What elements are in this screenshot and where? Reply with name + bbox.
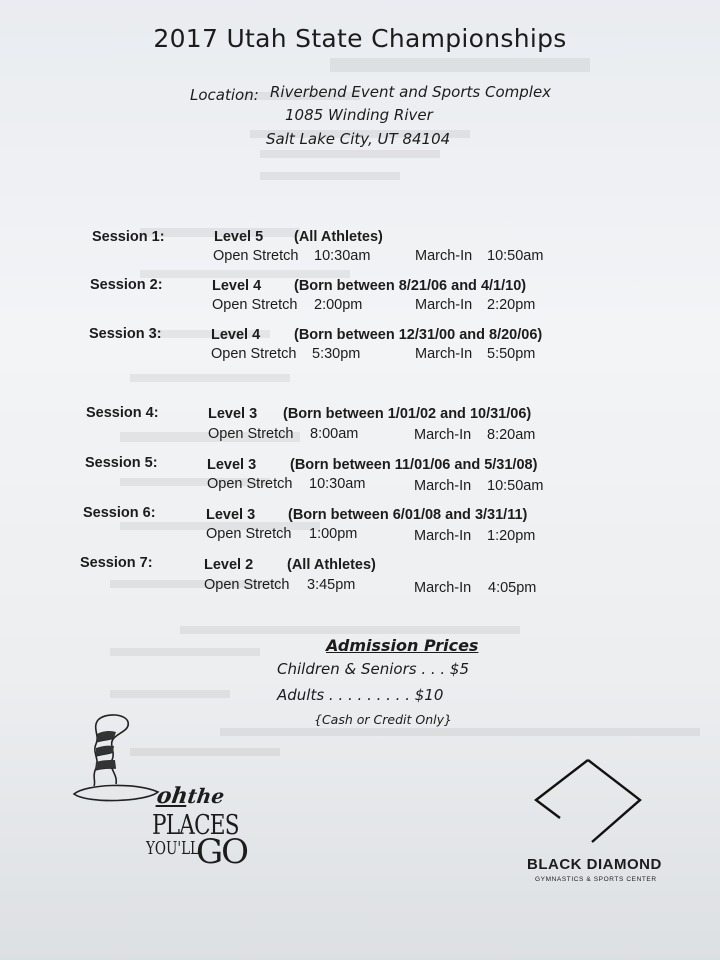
march-in-time: 4:05pm <box>488 580 537 596</box>
session-label: Session 7: <box>80 555 153 571</box>
logo-word-places: PLACES <box>152 810 239 841</box>
session-level: Level 2 <box>204 557 254 573</box>
march-in-label: March-In <box>415 297 473 313</box>
striped-hat-icon <box>66 712 166 812</box>
session-note: (All Athletes) <box>287 557 376 573</box>
open-stretch-time: 10:30am <box>309 476 366 492</box>
black-diamond-subtitle: GYMNASTICS & SPORTS CENTER <box>535 876 657 883</box>
open-stretch-label: Open Stretch <box>208 426 294 442</box>
location-venue: Riverbend Event and Sports Complex <box>270 83 552 101</box>
open-stretch-time: 3:45pm <box>307 577 356 593</box>
black-diamond-icon <box>532 756 644 850</box>
admission-title: Admission Prices <box>326 636 479 655</box>
session-note: (Born between 1/01/02 and 10/31/06) <box>283 406 532 422</box>
march-in-time: 10:50am <box>487 248 544 264</box>
open-stretch-time: 2:00pm <box>314 297 363 313</box>
session-label: Session 2: <box>90 277 163 293</box>
session-level: Level 3 <box>207 457 257 473</box>
session-note: (All Athletes) <box>294 229 383 245</box>
location-city: Salt Lake City, UT 84104 <box>266 130 451 148</box>
logo-word-the: the <box>185 784 226 808</box>
location-street: 1085 Winding River <box>285 106 433 124</box>
march-in-time: 10:50am <box>487 478 544 494</box>
admission-adults: Adults . . . . . . . . . $10 <box>277 686 444 704</box>
admission-children-seniors: Children & Seniors . . . $5 <box>277 660 470 678</box>
black-diamond-name: BLACK DIAMOND <box>527 856 662 873</box>
open-stretch-label: Open Stretch <box>206 526 292 542</box>
open-stretch-time: 1:00pm <box>309 526 358 542</box>
logo-word-youll: YOU'LL <box>146 838 200 859</box>
open-stretch-label: Open Stretch <box>213 248 299 264</box>
open-stretch-time: 5:30pm <box>312 346 361 362</box>
march-in-label: March-In <box>414 528 472 544</box>
march-in-label: March-In <box>414 427 472 443</box>
open-stretch-label: Open Stretch <box>211 346 297 362</box>
session-label: Session 6: <box>83 505 156 521</box>
march-in-time: 2:20pm <box>487 297 536 313</box>
payment-note: {Cash or Credit Only} <box>314 712 452 727</box>
session-level: Level 4 <box>211 327 261 343</box>
open-stretch-label: Open Stretch <box>207 476 293 492</box>
march-in-label: March-In <box>414 478 472 494</box>
logo-word-go: GO <box>196 832 248 872</box>
session-level: Level 3 <box>206 507 256 523</box>
location-label: Location: <box>190 86 259 104</box>
session-level: Level 5 <box>214 229 264 245</box>
march-in-label: March-In <box>415 346 473 362</box>
march-in-time: 1:20pm <box>487 528 536 544</box>
open-stretch-time: 10:30am <box>314 248 371 264</box>
page-title: 2017 Utah State Championships <box>153 24 567 53</box>
open-stretch-label: Open Stretch <box>212 297 298 313</box>
march-in-time: 8:20am <box>487 427 536 443</box>
session-label: Session 5: <box>85 455 158 471</box>
session-note: (Born between 12/31/00 and 8/20/06) <box>294 327 543 343</box>
march-in-time: 5:50pm <box>487 346 536 362</box>
session-label: Session 1: <box>92 229 165 245</box>
session-label: Session 4: <box>86 405 159 421</box>
session-level: Level 4 <box>212 278 262 294</box>
session-note: (Born between 6/01/08 and 3/31/11) <box>288 507 528 523</box>
march-in-label: March-In <box>414 580 472 596</box>
march-in-label: March-In <box>415 248 473 264</box>
logo-word-oh: oh <box>155 783 190 809</box>
session-note: (Born between 8/21/06 and 4/1/10) <box>294 278 527 294</box>
session-level: Level 3 <box>208 406 258 422</box>
open-stretch-label: Open Stretch <box>204 577 290 593</box>
session-label: Session 3: <box>89 326 162 342</box>
open-stretch-time: 8:00am <box>310 426 359 442</box>
session-note: (Born between 11/01/06 and 5/31/08) <box>290 457 538 473</box>
